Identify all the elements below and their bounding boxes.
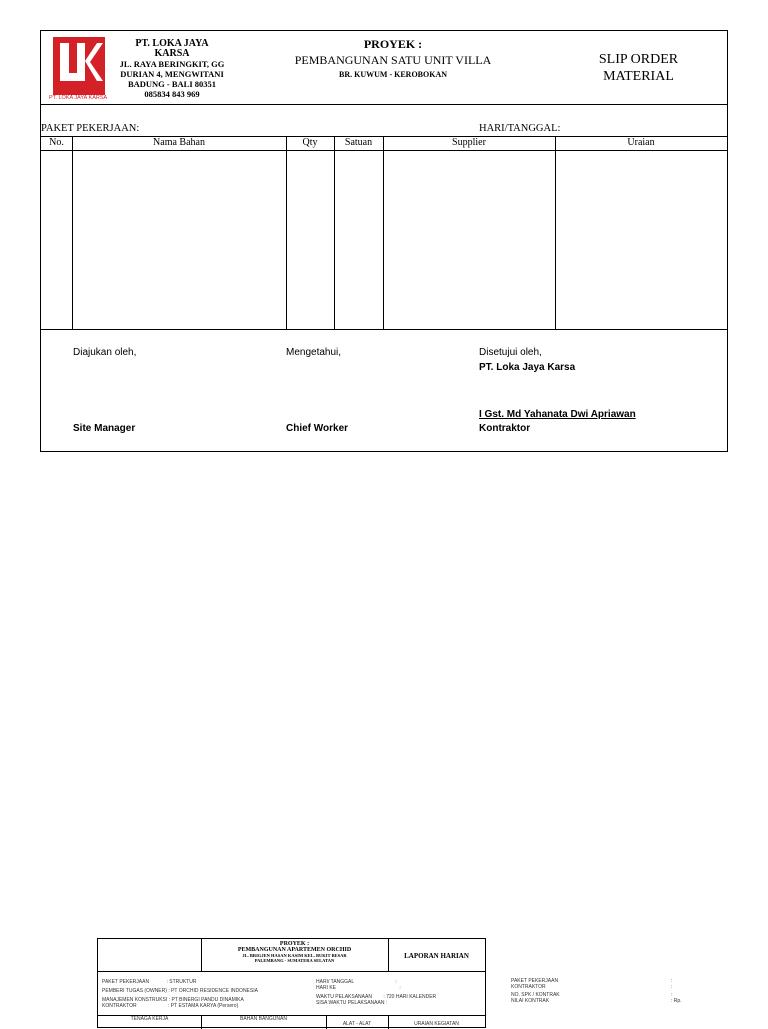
lk-logo-icon	[53, 37, 105, 95]
doc2-address-2: PALEMBANG - SUMATERA SELATAN	[254, 958, 335, 963]
info-key: SISA WAKTU PELAKSANAAN	[316, 1000, 385, 1006]
table-header-border	[41, 150, 727, 151]
role-kontraktor: Kontraktor	[479, 423, 531, 434]
info-value: :	[395, 979, 397, 985]
info-value: :	[671, 984, 673, 990]
col-divider	[334, 136, 335, 329]
disetujui-label: Disetujui oleh,	[479, 347, 542, 358]
info-key: HARI/ TANGGAL	[316, 979, 354, 985]
col-head-tenaga-kerja: TENAGA KERJA	[130, 1016, 169, 1022]
col-header-no: No.	[49, 137, 64, 148]
col-divider	[286, 136, 287, 329]
company-block	[113, 39, 231, 99]
company-address-2: DURIAN 4, MENGWITANI	[120, 69, 224, 79]
company-name-1: PT. LOKA JAYA	[135, 38, 209, 49]
company-phone: 085834 843 969	[144, 89, 200, 99]
document-title-line1: SLIP ORDER	[598, 52, 679, 67]
document-title-line2: MATERIAL	[603, 69, 674, 84]
info-value: : Rp.	[671, 998, 682, 1004]
info-value: : STRUKTUR	[166, 979, 197, 985]
info-value: :	[671, 992, 673, 998]
paket-pekerjaan-label: PAKET PEKERJAAN:	[41, 123, 140, 134]
info-key: NO. SPK / KONTRAK	[511, 992, 560, 998]
header-divider	[41, 104, 727, 105]
doc2-project-label: PROYEK :	[279, 941, 310, 947]
info-key: PAKET PEKERJAAN	[511, 978, 559, 984]
company-name-2: KARSA	[154, 48, 190, 59]
project-block	[273, 37, 513, 79]
info-value: :	[671, 978, 673, 984]
col-header-supplier: Supplier	[452, 137, 486, 148]
mengetahui-label: Mengetahui,	[286, 347, 342, 358]
doc2-address-1: JL. BRIGJEN HASAN KASIM KEL. BUKIT BESAR	[242, 953, 347, 958]
col-head-bahan-bangunan: BAHAN BANGUNAN	[240, 1016, 287, 1022]
table-bottom-border	[41, 329, 727, 330]
company-address-3: BADUNG - BALI 80351	[127, 79, 217, 89]
doc2-project-block	[201, 941, 388, 963]
diajukan-label: Diajukan oleh,	[73, 347, 137, 358]
info-key: MANAJEMEN KONSTRUKSI	[102, 997, 168, 1003]
approver-company: PT. Loka Jaya Karsa	[479, 362, 576, 373]
info-value: : PT ESTAMA KARYA (Persero)	[168, 1003, 239, 1009]
info-value: : PT BINERGI PANDU DINAMIKA	[168, 997, 244, 1003]
col-header-uraian: Uraian	[627, 137, 655, 148]
col-divider	[555, 136, 556, 329]
info-key: PEMBERI TUGAS (OWNER)	[102, 988, 167, 994]
role-chief-worker: Chief Worker	[286, 423, 349, 434]
info-value: :	[399, 985, 401, 991]
info-value: : 720 HARI KALENDER	[383, 994, 437, 1000]
col-header-satuan: Satuan	[344, 137, 373, 148]
project-label: PROYEK :	[363, 37, 423, 51]
role-site-manager: Site Manager	[73, 423, 136, 434]
info-key: HARI KE	[316, 985, 337, 991]
info-value: : PT ORCHID RESIDENCE INDONESIA	[168, 988, 258, 994]
hari-tanggal-label: HARI/TANGGAL:	[479, 123, 561, 134]
info-key: NILAI KONTRAK	[511, 998, 550, 1004]
col-header-qty: Qty	[302, 137, 318, 148]
info-key: WAKTU PELAKSANAAN	[316, 994, 372, 1000]
doc2-project-name: PEMBANGUNAN APARTEMEN ORCHID	[237, 947, 352, 953]
info-value: :	[385, 1000, 388, 1006]
company-logo	[53, 37, 109, 97]
info-key: PAKET PEKERJAAN	[102, 979, 150, 985]
doc2-title: LAPORAN HARIAN	[404, 952, 469, 960]
laporan-harian-form	[97, 938, 486, 1028]
document-title	[571, 51, 706, 85]
info-key: KONTRAKTOR	[102, 1003, 137, 1009]
col-header-nama-bahan: Nama Bahan	[153, 137, 205, 148]
signer-name: I Gst. Md Yahanata Dwi Apriawan	[479, 409, 636, 420]
company-address-1: JL. RAYA BERINGKIT, GG	[119, 59, 225, 69]
logo-caption: PT. LOKA JAYA KARSA	[49, 95, 108, 101]
project-location: BR. KUWUM - KEROBOKAN	[339, 70, 447, 79]
col-head-uraian-kegiatan: URAIAN KEGIATAN	[414, 1021, 459, 1027]
project-name: PEMBANGUNAN SATU UNIT VILLA	[294, 53, 492, 67]
col-divider	[72, 136, 73, 329]
slip-order-form	[40, 30, 728, 452]
col-head-alat: ALAT - ALAT	[342, 1021, 372, 1027]
info-key: KONTRAKTOR	[511, 984, 546, 990]
header-bottom-line	[98, 971, 485, 972]
col-divider	[383, 136, 384, 329]
doc2-info-left	[102, 979, 258, 1009]
doc2-info-mid	[316, 979, 436, 1006]
doc2-info-right	[511, 978, 691, 1004]
